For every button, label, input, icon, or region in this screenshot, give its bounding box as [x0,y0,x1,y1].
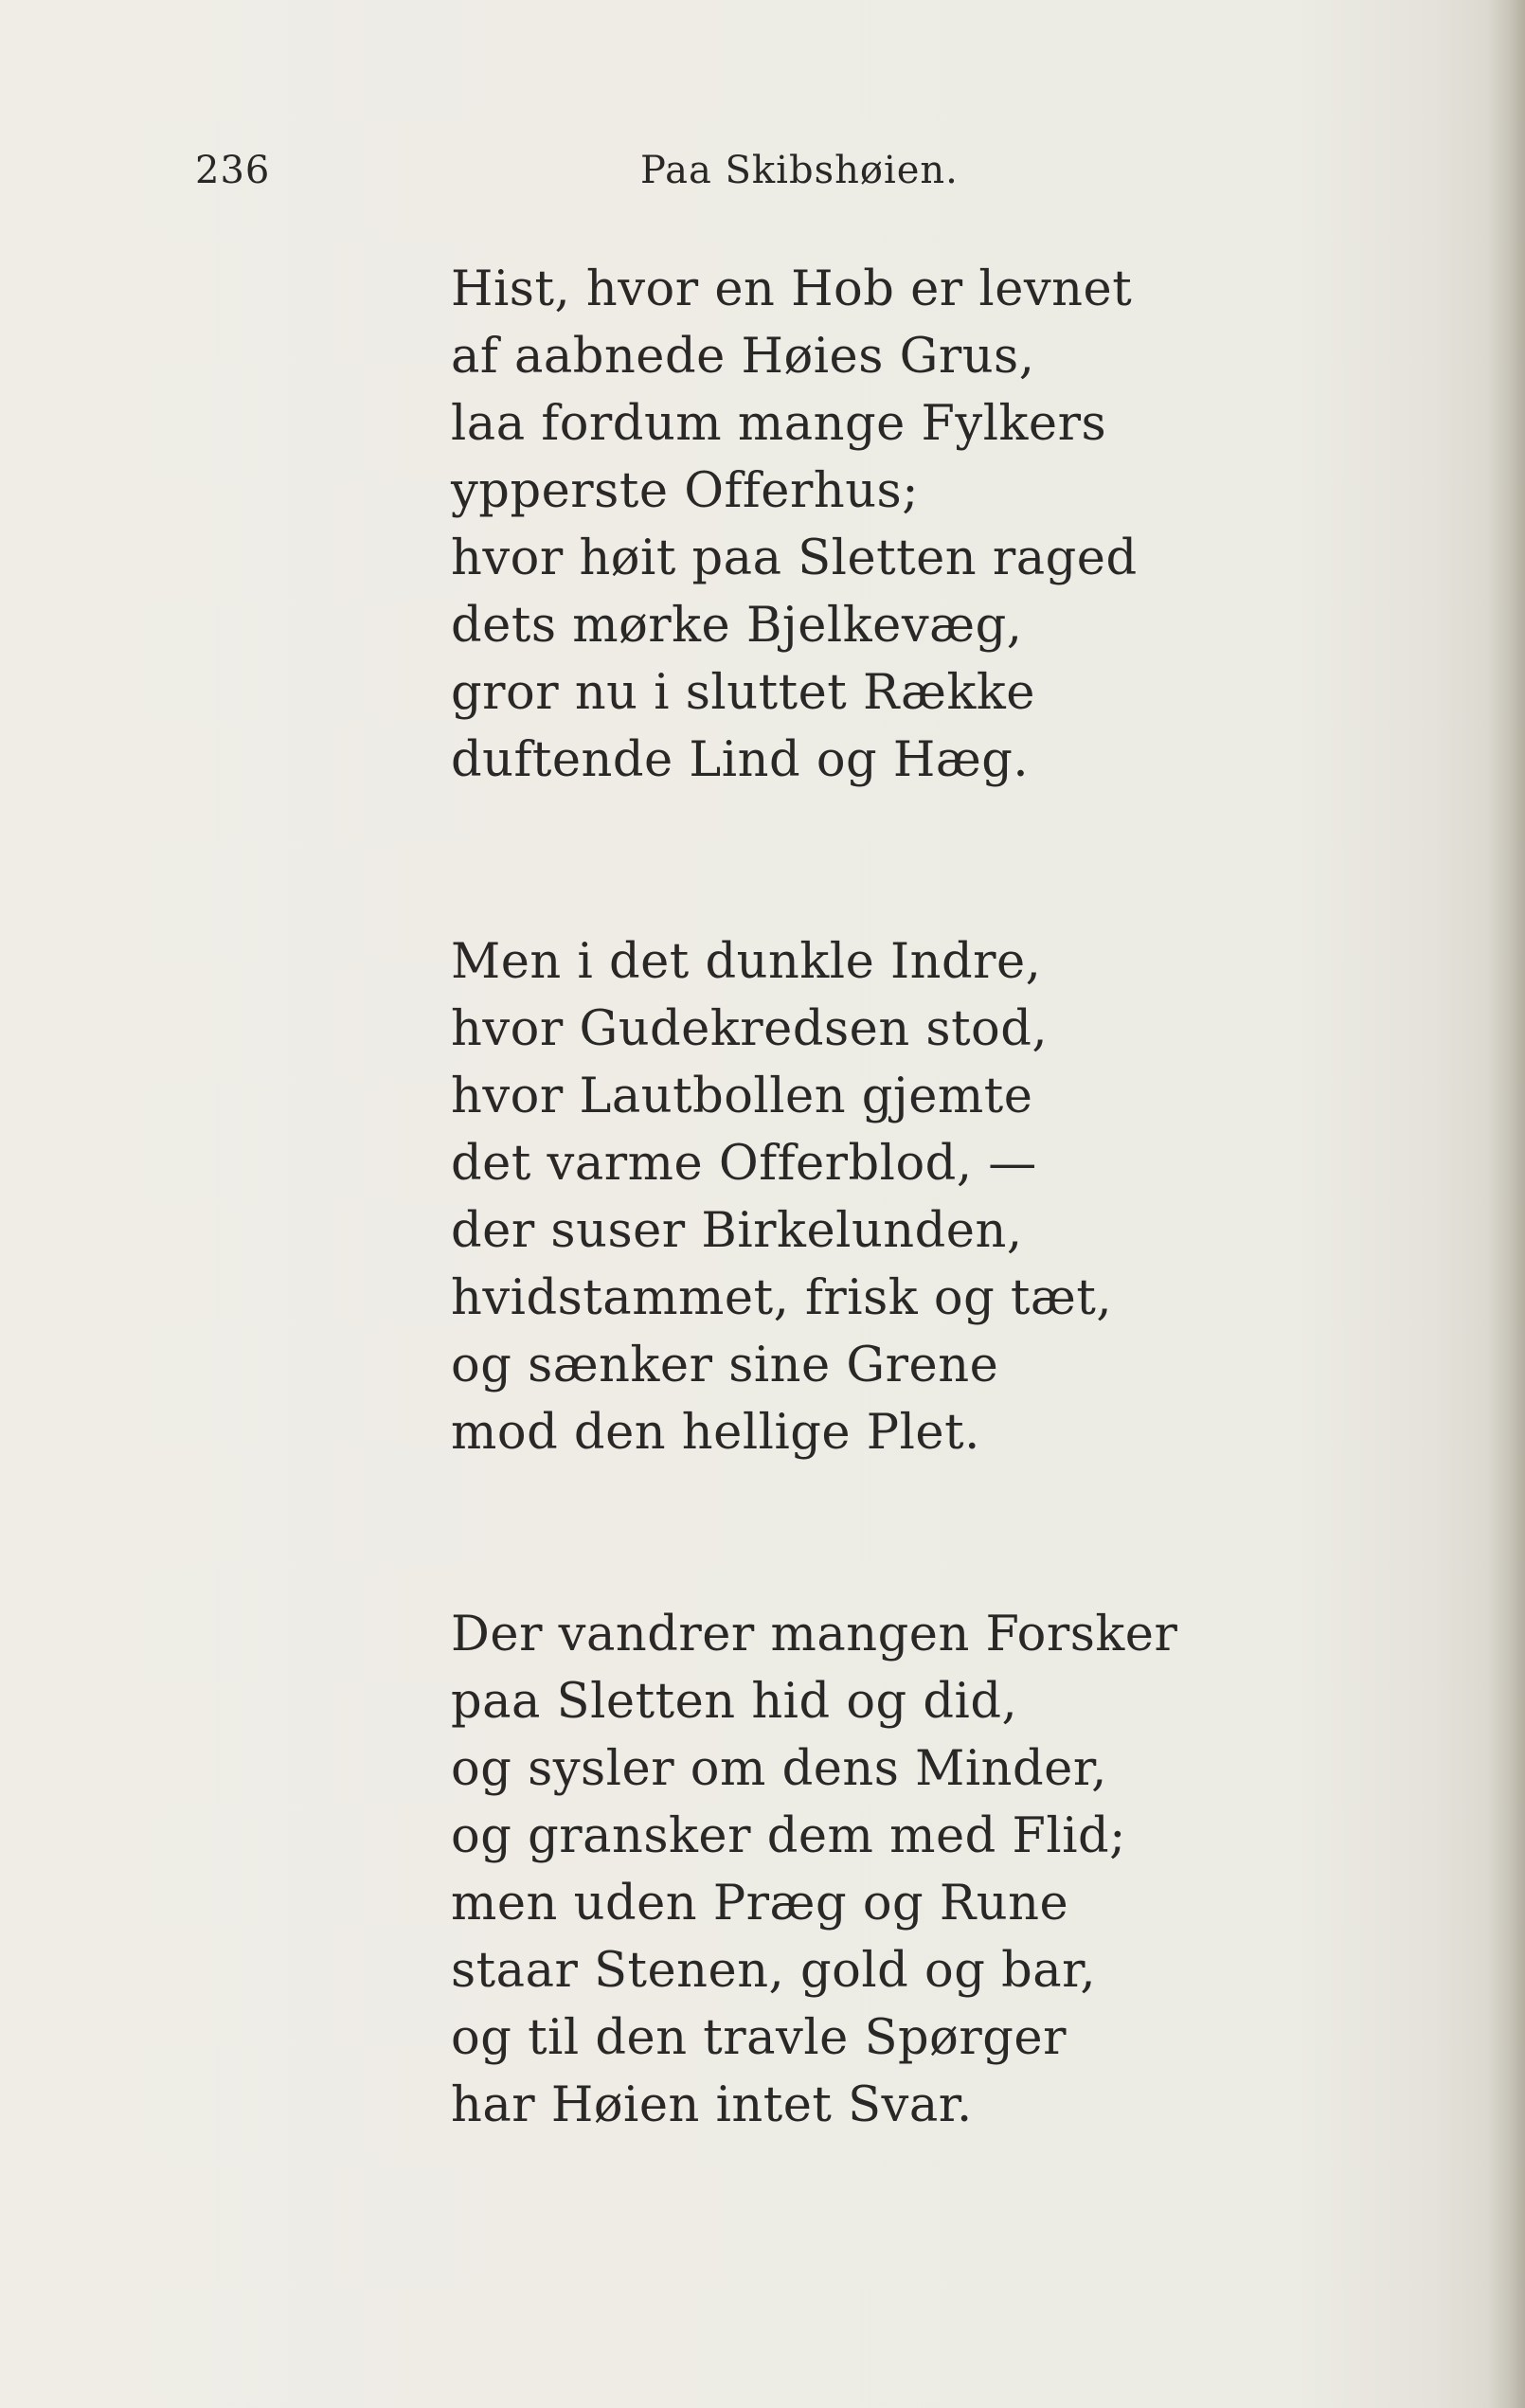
poem-line: hvor Gudekredsen stod, [451,1001,1049,1057]
poem-line: Hist, hvor en Hob er levnet [451,261,1133,317]
poem-line: og sysler om dens Minder, [451,1741,1107,1797]
page-header [0,142,1525,199]
poem-line: mod den hellige Plet. [451,1405,980,1461]
poem-line: har Høien intet Svar. [451,2077,973,2133]
running-title: Paa Skibshøien. [640,149,959,192]
stanza-2 [451,928,1398,1466]
poem-line: hvor høit paa Sletten raged [451,530,1138,586]
poem-line: Der vandrer mangen Forsker [451,1607,1178,1662]
poem-line: gror nu i sluttet Række [451,665,1035,721]
poem-body [451,256,1398,2139]
poem-line: hvor Lautbollen gjemte [451,1069,1033,1124]
poem-line: duftende Lind og Hæg. [451,732,1030,788]
poem-line: Men i det dunkle Indre, [451,934,1042,990]
page-edge-shadow [1487,0,1525,2408]
poem-line: men uden Præg og Rune [451,1876,1069,1932]
poem-line: ypperste Offerhus; [451,463,919,519]
poem-line: dets mørke Bjelkevæg, [451,598,1023,654]
poem-line: staar Stenen, gold og bar, [451,1943,1097,1999]
poem-line: det varme Offerblod, — [451,1136,1037,1192]
poem-line: laa fordum mange Fylkers [451,396,1107,452]
stanza-3 [451,1601,1398,2139]
poem-line: hvidstammet, frisk og tæt, [451,1270,1113,1326]
poem-line: der suser Birkelunden, [451,1203,1023,1259]
poem-line: af aabnede Høies Grus, [451,329,1035,385]
poem-line: paa Sletten hid og did, [451,1674,1018,1730]
page-number: 236 [195,149,271,192]
stanza-1 [451,256,1398,794]
poem-line: og gransker dem med Flid; [451,1808,1126,1864]
poem-line: og sænker sine Grene [451,1338,999,1393]
poem-line: og til den travle Spørger [451,2010,1067,2066]
